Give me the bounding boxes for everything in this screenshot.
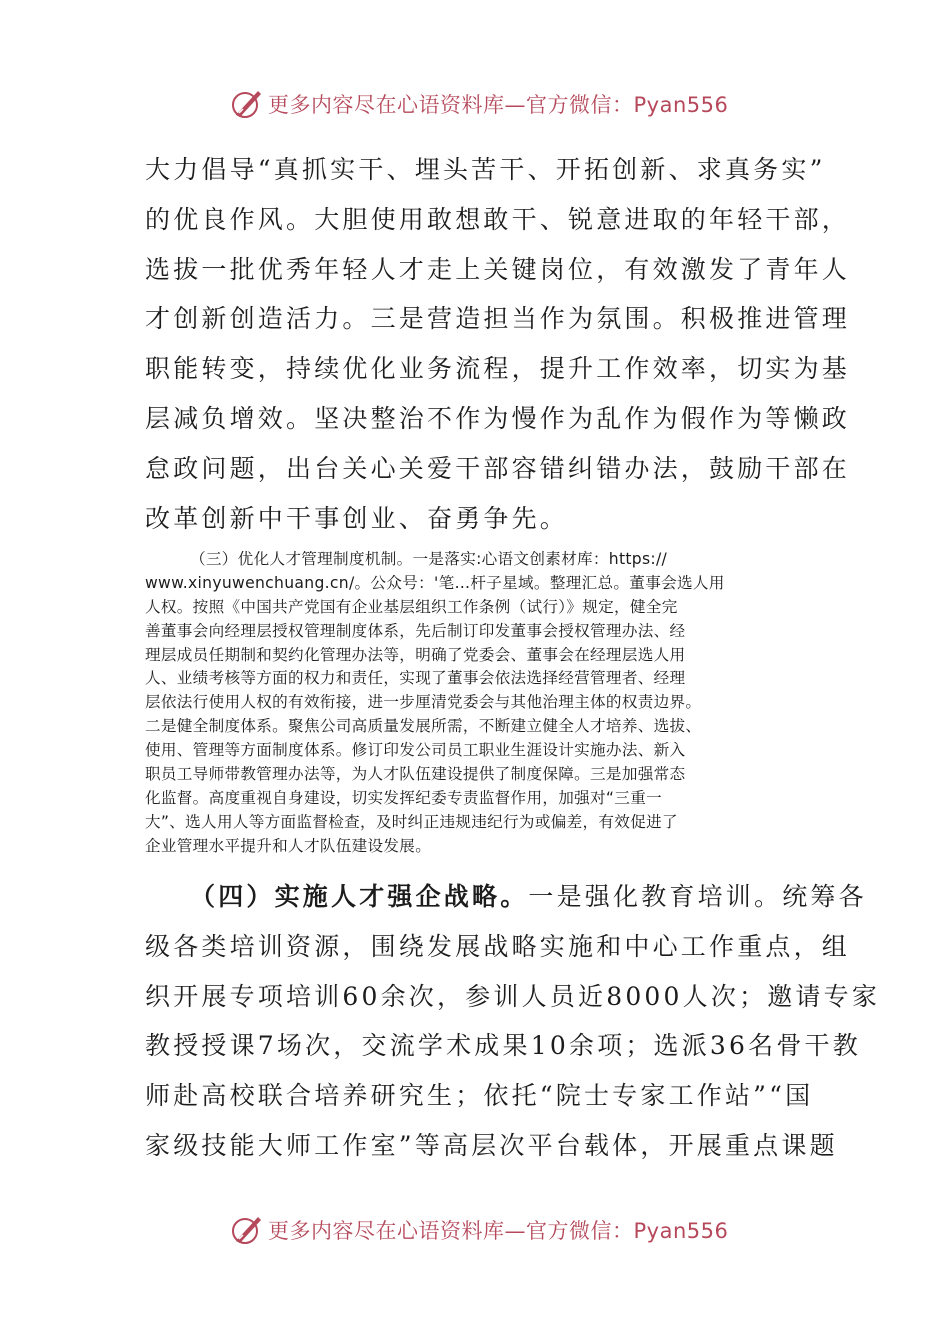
text-line [145,872,867,922]
text-line: 改革创新中干事创业、奋勇争先。 [145,503,569,533]
text-line: 师赴高校联合培养研究生；依托“院士专家工作站”“国 [145,1081,814,1111]
text-line: 职能转变，持续优化业务流程，提升工作效率，切实为基 [145,354,851,384]
text-line: 人权。按照《中国共产党国有企业基层组织工作条例（试行）》规定，健全完 [145,597,678,616]
text-line: 大力倡导“真抓实干、埋头苦干、开拓创新、求真务实” [145,155,826,184]
text-line: 人、业绩考核等方面的权力和责任，实现了董事会依法选择经营管理者、经理 [145,669,686,688]
text-line: 善董事会向经理层授权管理制度体系，先后制订印发董事会授权管理办法、经 [145,621,686,640]
text-line: 才创新创造活力。三是营造担当作为氛围。积极推进管理 [145,304,851,334]
header-banner [230,84,750,124]
heading-line-rest: 一是强化教育培训。统筹各 [528,882,867,911]
footer-banner [230,1210,750,1250]
text-line: 理层成员任期制和契约化管理办法等，明确了党委会、董事会在经理层选人用 [145,645,686,664]
paragraph-3 [145,872,881,1171]
text-line: www.xinyuwenchuang.cn/。公众号：'笔…杆子星域。整理汇总。董事会选人用 [145,573,725,592]
text-line: 层减负增效。坚决整治不作为慢作为乱作为假作为等懒政 [145,403,851,433]
text-line: 层依法行使用人权的有效衔接，进一步厘清党委会与其他治理主体的权责边界。 [145,693,702,712]
section-heading: （四）实施人才强企战略。 [190,882,529,911]
text-line: （三）优化人才管理制度机制。一是落实:心语文创素材库：https:// [190,550,668,568]
text-line: 织开展专项培训60余次，参训人员近8000人次；邀请专家 [145,981,881,1011]
text-line: 化监督。高度重视自身建设，切实发挥纪委专责监督作用，加强对“三重一 [145,788,662,807]
text-line: 职员工导师带教管理办法等，为人才队伍建设提供了制度保障。三是加强常态 [145,765,686,784]
banner-text: 更多内容尽在心语资料库—官方微信：Pyan556 [268,93,729,117]
quill-logo-icon [230,1213,264,1247]
text-line: 企业管理水平提升和人才队伍建设发展。 [145,836,432,855]
text-line: 教授授课7场次，交流学术成果10余项；选派36名骨干教 [145,1031,861,1061]
text-line: 的优良作风。大胆使用敢想敢干、锐意进取的年轻干部， [145,204,851,234]
text-line: 大”、选人用人等方面监督检查，及时纠正违规违纪行为或偏差，有效促进了 [145,812,678,831]
paragraph-1 [145,145,851,543]
text-line: 家级技能大师工作室”等高层次平台载体，开展重点课题 [145,1130,838,1160]
text-line: 使用、管理等方面制度体系。修订印发公司员工职业生涯设计实施办法、新入 [145,741,686,760]
text-line: 选拔一批优秀年轻人才走上关键岗位，有效激发了青年人 [145,254,851,284]
quill-logo-icon [230,87,264,121]
banner-text: 更多内容尽在心语资料库—官方微信：Pyan556 [268,1219,729,1243]
text-line: 二是健全制度体系。聚焦公司高质量发展所需，不断建立健全人才培养、选拔、 [145,717,702,736]
paragraph-2 [145,548,813,859]
text-line: 怠政问题，出台关心关爱干部容错纠错办法，鼓励干部在 [145,453,851,483]
text-line: 级各类培训资源，围绕发展战略实施和中心工作重点，组 [145,931,851,961]
